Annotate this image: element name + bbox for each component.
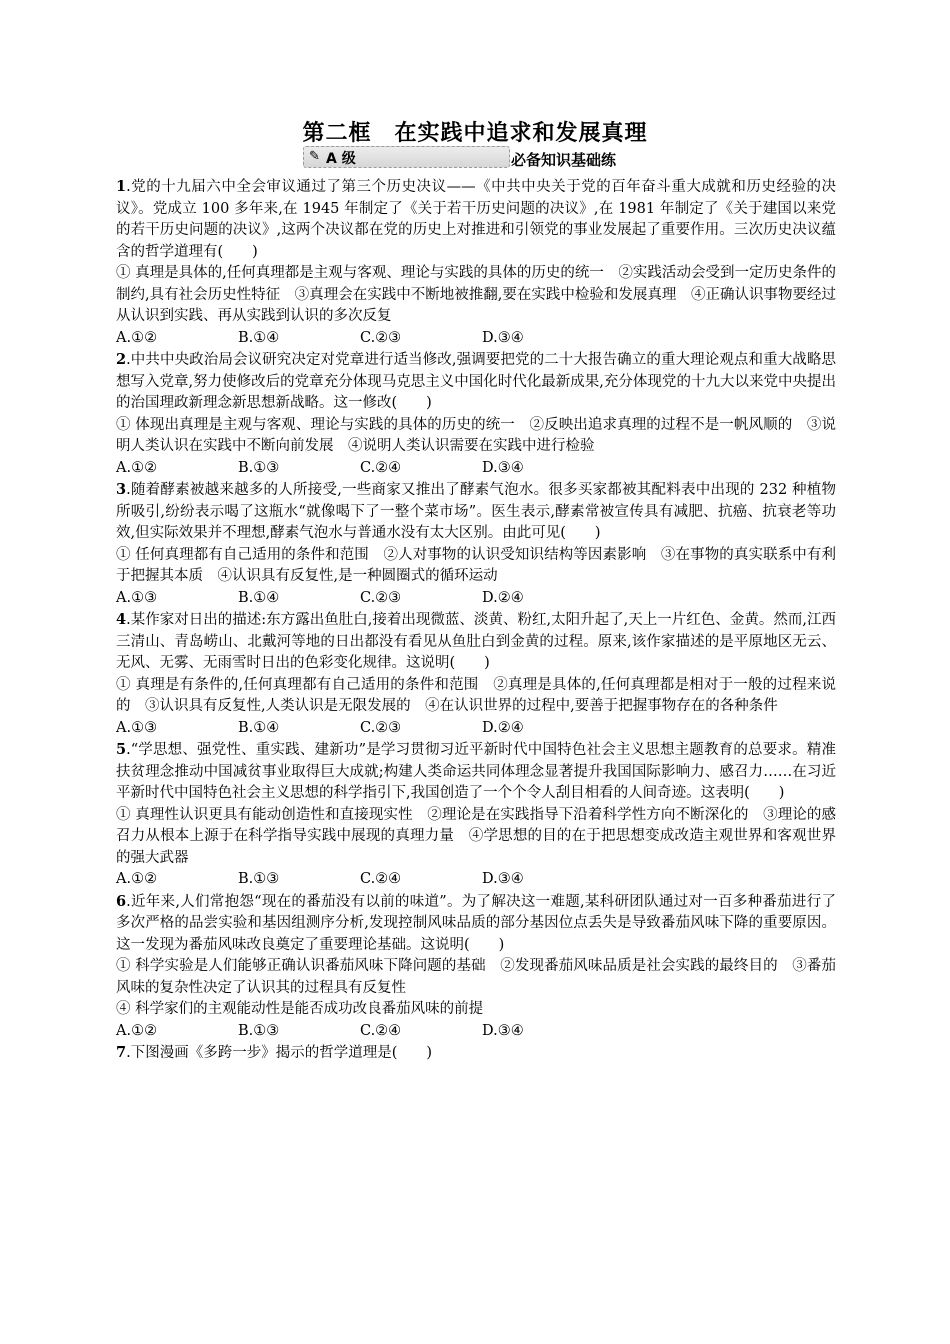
choice-c[interactable]: C.②③ (360, 589, 402, 606)
statement-options: ① 任何真理都有自己适用的条件和范围 ②人对事物的认识受知识结构等因素影响 ③在事物的真实联系中有利于把握其本质 ④认识具有反复性,是一种圆圈式的循环运动 (116, 546, 836, 584)
choice-c[interactable]: C.②④ (360, 871, 402, 887)
choice-d[interactable]: D.③④ (482, 459, 524, 476)
question-5 (116, 739, 836, 891)
level-label: A 级 (326, 151, 356, 167)
question-number: 4 (116, 611, 127, 628)
choice-a[interactable]: A.①③ (116, 589, 158, 606)
answer-choices (116, 869, 836, 891)
question-stem: .党的十九届六中全会审议通过了第三个历史决议——《中共中央关于党的百年奋斗重大成就和历史经验的决议》。党成立 100 多年来,在 1945 年制定了《关于若干历史问题的决议》,在 1981 年制定了《关于建国以来党的若干历史问题的决议》,这两个决议都在党的历史上对推进和引领党的事业发展起了重要作用。三次历史决议蕴含的哲学道理有( ) (116, 179, 836, 260)
answer-choices (116, 588, 836, 610)
choice-b[interactable]: B.①③ (238, 459, 280, 476)
page-title: 第二框 在实践中追求和发展真理 (302, 121, 648, 146)
choice-d[interactable]: D.③④ (482, 871, 524, 887)
choice-d[interactable]: D.②④ (482, 719, 524, 736)
answer-choices (116, 328, 836, 350)
section-title: 必备知识基础练 (511, 151, 617, 169)
answer-choices (116, 718, 836, 740)
choice-b[interactable]: B.①④ (238, 589, 280, 606)
choice-c[interactable]: C.②③ (360, 329, 402, 346)
statement-options: ① 真理是具体的,任何真理都是主观与客观、理论与实践的具体的历史的统一 ②实践活动会受到一定历史条件的制约,具有社会历史性特征 ③真理会在实践中不断地被推翻,要在实践中检验和发展真理 ④正确认识事物要经过从认识到实践、再从实践到认识的多次反复 (116, 265, 836, 324)
statement-options-extra: ④ 科学家们的主观能动性是能否成功改良番茄风味的前提 (116, 1001, 484, 1017)
choice-b[interactable]: B.①③ (238, 1022, 280, 1039)
level-header (303, 146, 663, 168)
choice-c[interactable]: C.②④ (360, 1022, 402, 1039)
question-stem: .下图漫画《多跨一步》揭示的哲学道理是( ) (126, 1045, 433, 1061)
question-stem: .某作家对日出的描述:东方露出鱼肚白,接着出现微蓝、淡黄、粉红,太阳升起了,天上一片红色、金黄。然而,江西三清山、青岛崂山、北戴河等地的日出都没有看见从鱼肚白到金黄的过程。原来,该作家描述的是平原地区无云、无风、无雾、无雨雪时日出的色彩变化规律。这说明( ) (116, 612, 836, 671)
choice-b[interactable]: B.①③ (238, 871, 280, 887)
question-6 (116, 891, 836, 1043)
choice-d[interactable]: D.③④ (482, 329, 524, 346)
question-4 (116, 609, 836, 739)
question-number: 3 (116, 481, 127, 498)
answer-choices (116, 458, 836, 480)
statement-options: ① 科学实验是人们能够正确认识番茄风味下降问题的基础 ②发现番茄风味品质是社会实践的最终目的 ③番茄风味的复杂性决定了认识其的过程具有反复性 (116, 958, 836, 996)
choice-b[interactable]: B.①④ (238, 329, 280, 346)
choice-c[interactable]: C.②③ (360, 719, 402, 736)
question-number: 1 (116, 178, 127, 195)
choice-c[interactable]: C.②④ (360, 459, 402, 476)
question-stem: .中共中央政治局会议研究决定对党章进行适当修改,强调要把党的二十大报告确立的重大理论观点和重大战略思想写入党章,努力使修改后的党章充分体现马克思主义中国化时代化最新成果,充分体现党的十九大以来党中央提出的治国理政新理念新思想新战略。这一修改( ) (116, 352, 836, 411)
question-list (116, 176, 836, 1065)
choice-a[interactable]: A.①③ (116, 719, 158, 736)
choice-a[interactable]: A.①② (116, 871, 158, 887)
statement-options: ① 真理是有条件的,任何真理都有自己适用的条件和范围 ②真理是具体的,任何真理都是相对于一般的过程来说的 ③认识具有反复性,人类认识是无限发展的 ④在认识世界的过程中,要善于把握事物存在的各种条件 (116, 676, 836, 714)
choice-a[interactable]: A.①② (116, 1022, 158, 1039)
statement-options: ① 真理性认识更具有能动创造性和直接现实性 ②理论是在实践指导下沿着科学性方向不断深化的 ③理论的感召力从根本上源于在科学指导实践中展现的真理力量 ④学思想的目的在于把思想变成改造主观世界和客观世界的强大武器 (116, 806, 836, 866)
question-number: 7 (116, 1044, 127, 1061)
choice-a[interactable]: A.①② (116, 459, 158, 476)
question-3 (116, 479, 836, 609)
question-7 (116, 1042, 836, 1065)
pencil-icon: ✎ (309, 149, 320, 164)
choice-d[interactable]: D.②④ (482, 589, 524, 606)
question-stem: .“学思想、强党性、重实践、建新功”是学习贯彻习近平新时代中国特色社会主义思想主题教育的总要求。精准扶贫理念推动中国减贫事业取得巨大成就;构建人类命运共同体理念显著提升我国国际影响力、感召力……在习近平新时代中国特色社会主义思想的科学指引下,我国创造了一个个令人刮目相看的人间奇迹。这表明( ) (116, 742, 836, 801)
question-stem: .近年来,人们常抱怨“现在的番茄没有以前的味道”。为了解决这一难题,某科研团队通过对一百多种番茄进行了多次严格的品尝实验和基因组测序分析,发现控制风味品质的部分基因位点丢失是导致番茄风味下降的重要原因。这一发现为番茄风味改良奠定了重要理论基础。这说明( ) (116, 893, 836, 953)
question-2 (116, 349, 836, 479)
question-stem: .随着酵素被越来越多的人所接受,一些商家又推出了酵素气泡水。很多买家都被其配料表中出现的 232 种植物所吸引,纷纷表示喝了这瓶水“就像喝下了一整个菜市场”。医生表示,酵素常被宣传具有减肥、抗癌、抗衰老等功效,但实际效果并不理想,酵素气泡水与普通水没有太大区别。由此可见( ) (116, 482, 836, 541)
choice-b[interactable]: B.①④ (238, 719, 280, 736)
question-1 (116, 176, 836, 349)
choice-d[interactable]: D.③④ (482, 1022, 524, 1039)
level-badge (303, 146, 510, 168)
question-number: 2 (116, 351, 127, 368)
choice-a[interactable]: A.①② (116, 329, 158, 346)
statement-options: ① 体现出真理是主观与客观、理论与实践的具体的历史的统一 ②反映出追求真理的过程不是一帆风顺的 ③说明人类认识在实践中不断向前发展 ④说明人类认识需要在实践中进行检验 (116, 416, 836, 454)
answer-choices (116, 1021, 836, 1043)
question-number: 5 (116, 741, 127, 758)
question-number: 6 (116, 892, 127, 910)
